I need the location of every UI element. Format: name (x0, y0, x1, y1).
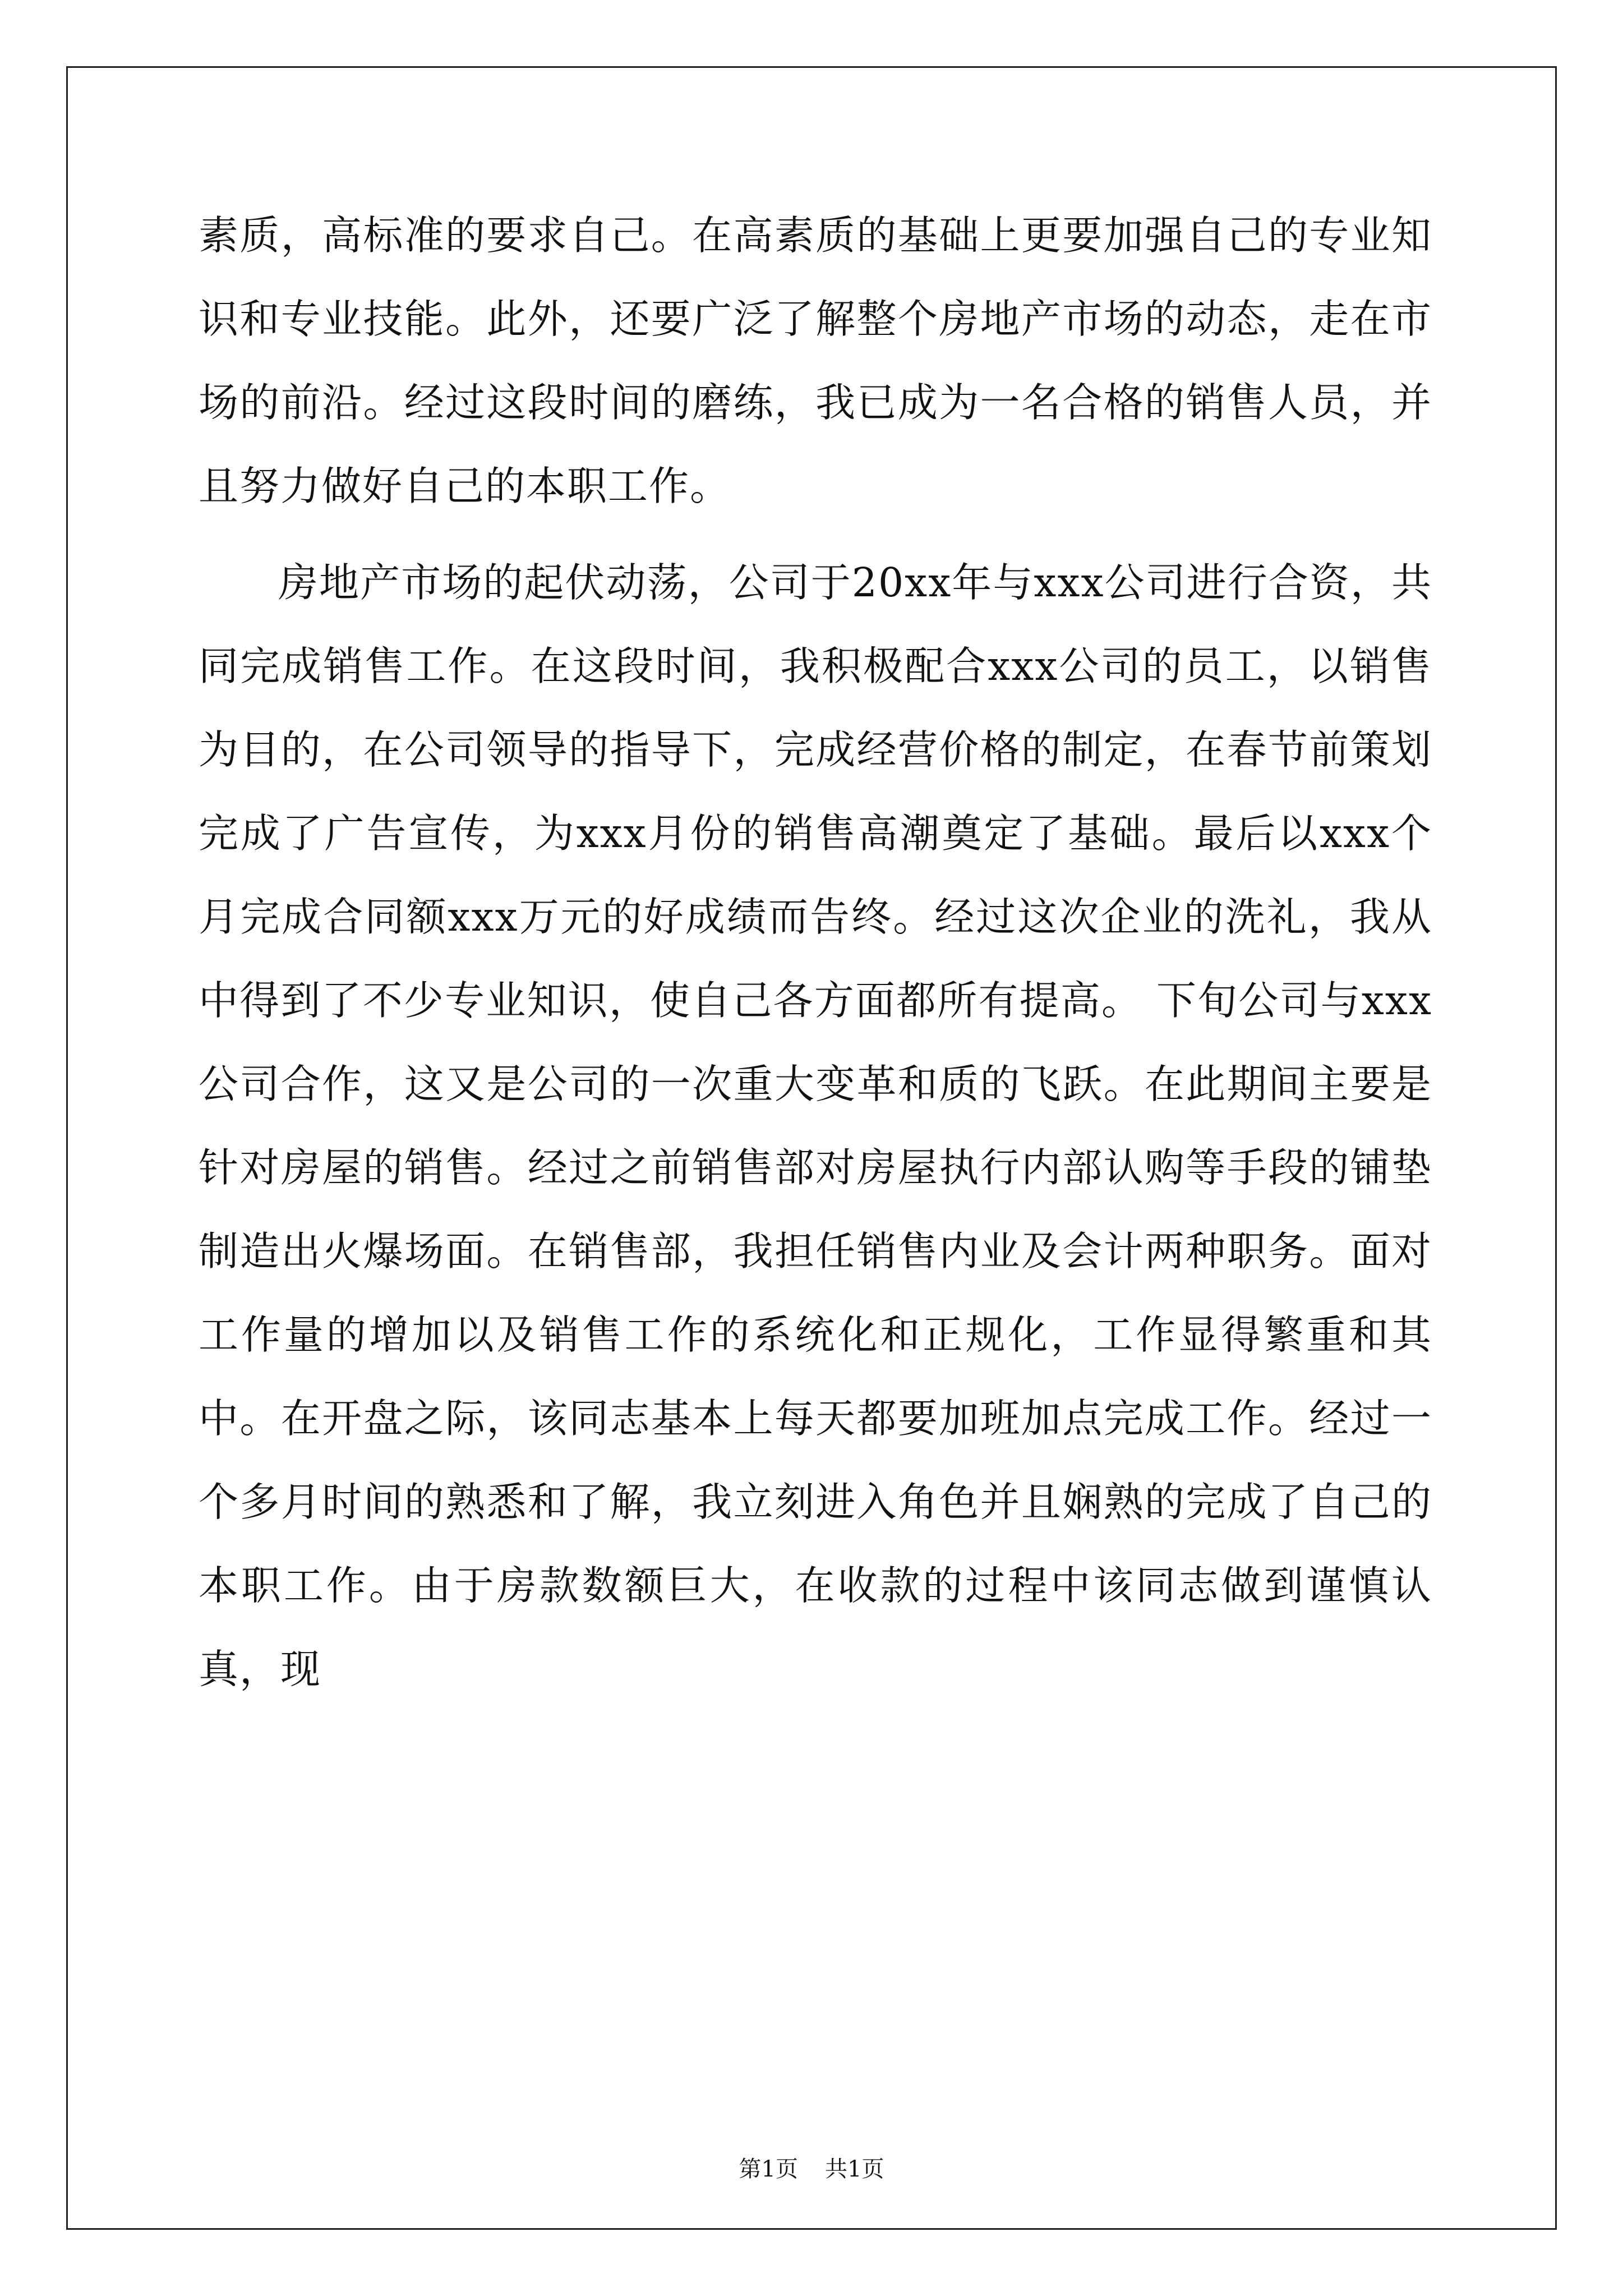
page-total: 共1页 (825, 2156, 884, 2182)
page-footer (0, 2151, 1623, 2183)
document-body (199, 194, 1432, 1711)
paragraph-2: 房地产市场的起伏动荡，公司于20xx年与xxx公司进行合资，共同完成销售工作。在这段时间，我积极配合xxx公司的员工，以销售为目的，在公司领导的指导下，完成经营价格的制定，在春节前策划完成了广告宣传，为xxx月份的销售高潮奠定了基础。最后以xxx个月完成合同额xxx万元的好成绩而告终。经过这次企业的洗礼，我从中得到了不少专业知识，使自己各方面都所有提高。 下旬公司与xxx公司合作，这又是公司的一次重大变革和质的飞跃。在此期间主要是针对房屋的销售。经过之前销售部对房屋执行内部认购等手段的铺垫制造出火爆场面。在销售部，我担任销售内业及会计两种职务。面对工作量的增加以及销售工作的系统化和正规化，工作显得繁重和其中。在开盘之际，该同志基本上每天都要加班加点完成工作。经过一个多月时间的熟悉和了解，我立刻进入角色并且娴熟的完成了自己的本职工作。由于房款数额巨大，在收款的过程中该同志做到谨慎认真，现 (199, 559, 1432, 1692)
page-number: 第1页 (739, 2156, 798, 2182)
paragraph-1: 素质，高标准的要求自己。在高素质的基础上更要加强自己的专业知识和专业技能。此外，还要广泛了解整个房地产市场的动态，走在市场的前沿。经过这段时间的磨练，我已成为一名合格的销售人员，并且努力做好自己的本职工作。 (199, 212, 1432, 509)
